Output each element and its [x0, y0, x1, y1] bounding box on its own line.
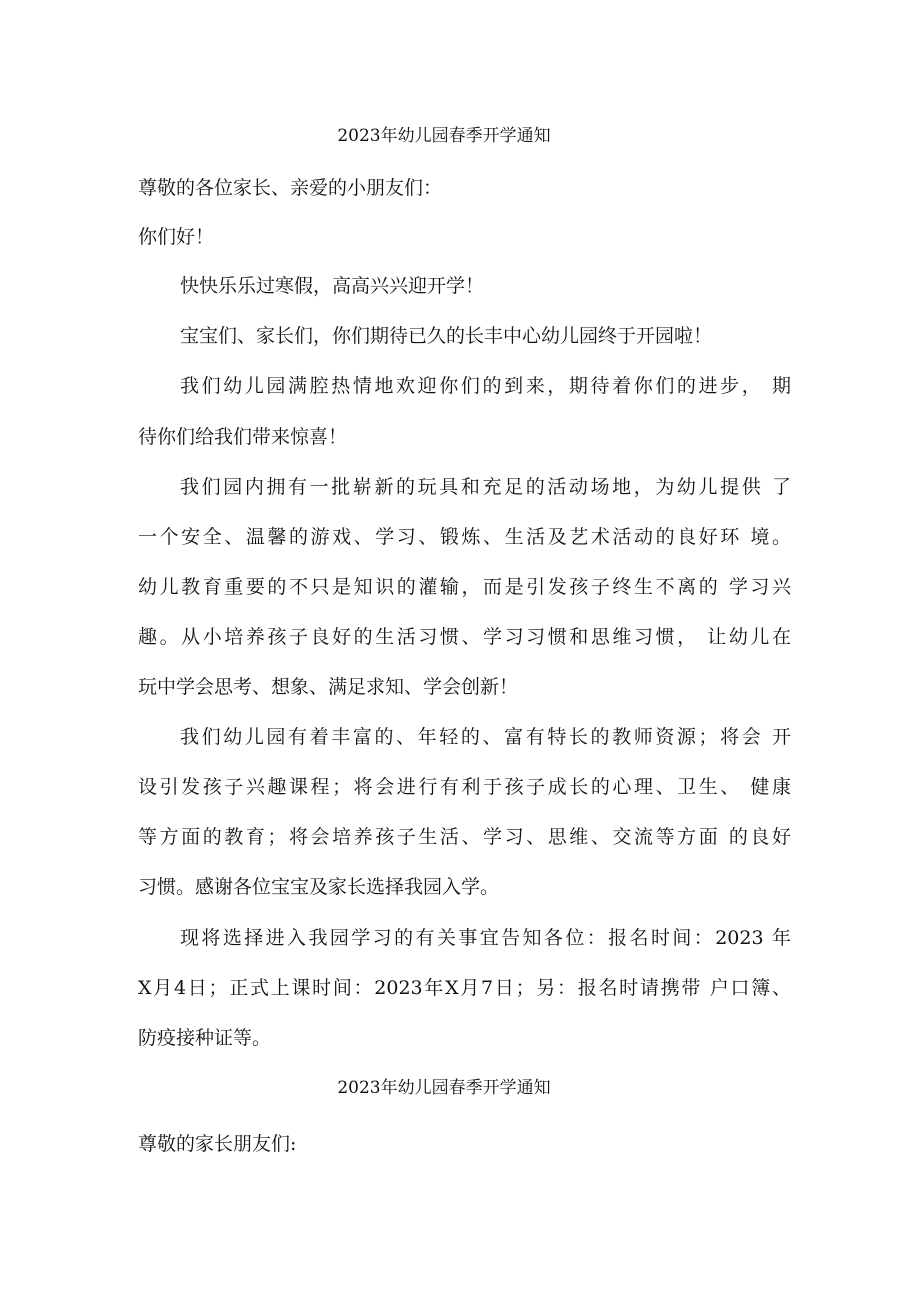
notice-title: 2023年幼儿园春季开学通知 [337, 126, 551, 146]
paragraph-line: 我们幼儿园有着丰富的、年轻的、富有特长的教师资源；将会 开 [180, 726, 791, 748]
salutation: 尊敬的各位家长、亲爱的小朋友们： [138, 177, 443, 199]
paragraph-line: 我们幼儿园满腔热情地欢迎你们的到来，期待着你们的进步， 期 [180, 375, 791, 397]
paragraph-line: 宝宝们、家长们，你们期待已久的长丰中心幼儿园终于开园啦！ [180, 325, 713, 347]
paragraph-line: 一个安全、温馨的游戏、学习、锻炼、生活及艺术活动的良好环 境。 [138, 526, 791, 548]
paragraph-line: 待你们给我们带来惊喜！ [138, 426, 348, 448]
salutation-2: 尊敬的家长朋友们: [138, 1133, 297, 1155]
paragraph-line: 设引发孩子兴趣课程；将会进行有利于孩子成长的心理、卫生、 健康 [138, 776, 791, 798]
greeting: 你们好！ [138, 226, 215, 248]
paragraph-line: 等方面的教育；将会培养孩子生活、学习、思维、交流等方面 的良好 [138, 826, 791, 848]
paragraph-line: 我们园内拥有一批崭新的玩具和充足的活动场地，为幼儿提供 了 [180, 476, 791, 498]
paragraph-line: 快快乐乐过寒假，高高兴兴迎开学！ [180, 275, 485, 297]
notice-title-2: 2023年幼儿园春季开学通知 [337, 1078, 551, 1098]
paragraph-line: 现将选择进入我园学习的有关事宜告知各位：报名时间：2023 年 [180, 927, 791, 949]
paragraph-line: 防疫接种证等。 [138, 1027, 272, 1049]
paragraph-line: 习惯。感谢各位宝宝及家长选择我园入学。 [138, 876, 500, 898]
paragraph-line: 趣。从小培养孩子良好的生活习惯、学习习惯和思维习惯， 让幼儿在 [138, 626, 791, 648]
paragraph-line: 幼儿教育重要的不只是知识的灌输，而是引发孩子终生不离的 学习兴 [138, 576, 791, 598]
paragraph-line: 玩中学会思考、想象、满足求知、学会创新！ [138, 676, 519, 698]
paragraph-line: X月4日；正式上课时间：2023年X月7日；另：报名时请携带 户口簿、 [138, 977, 791, 999]
